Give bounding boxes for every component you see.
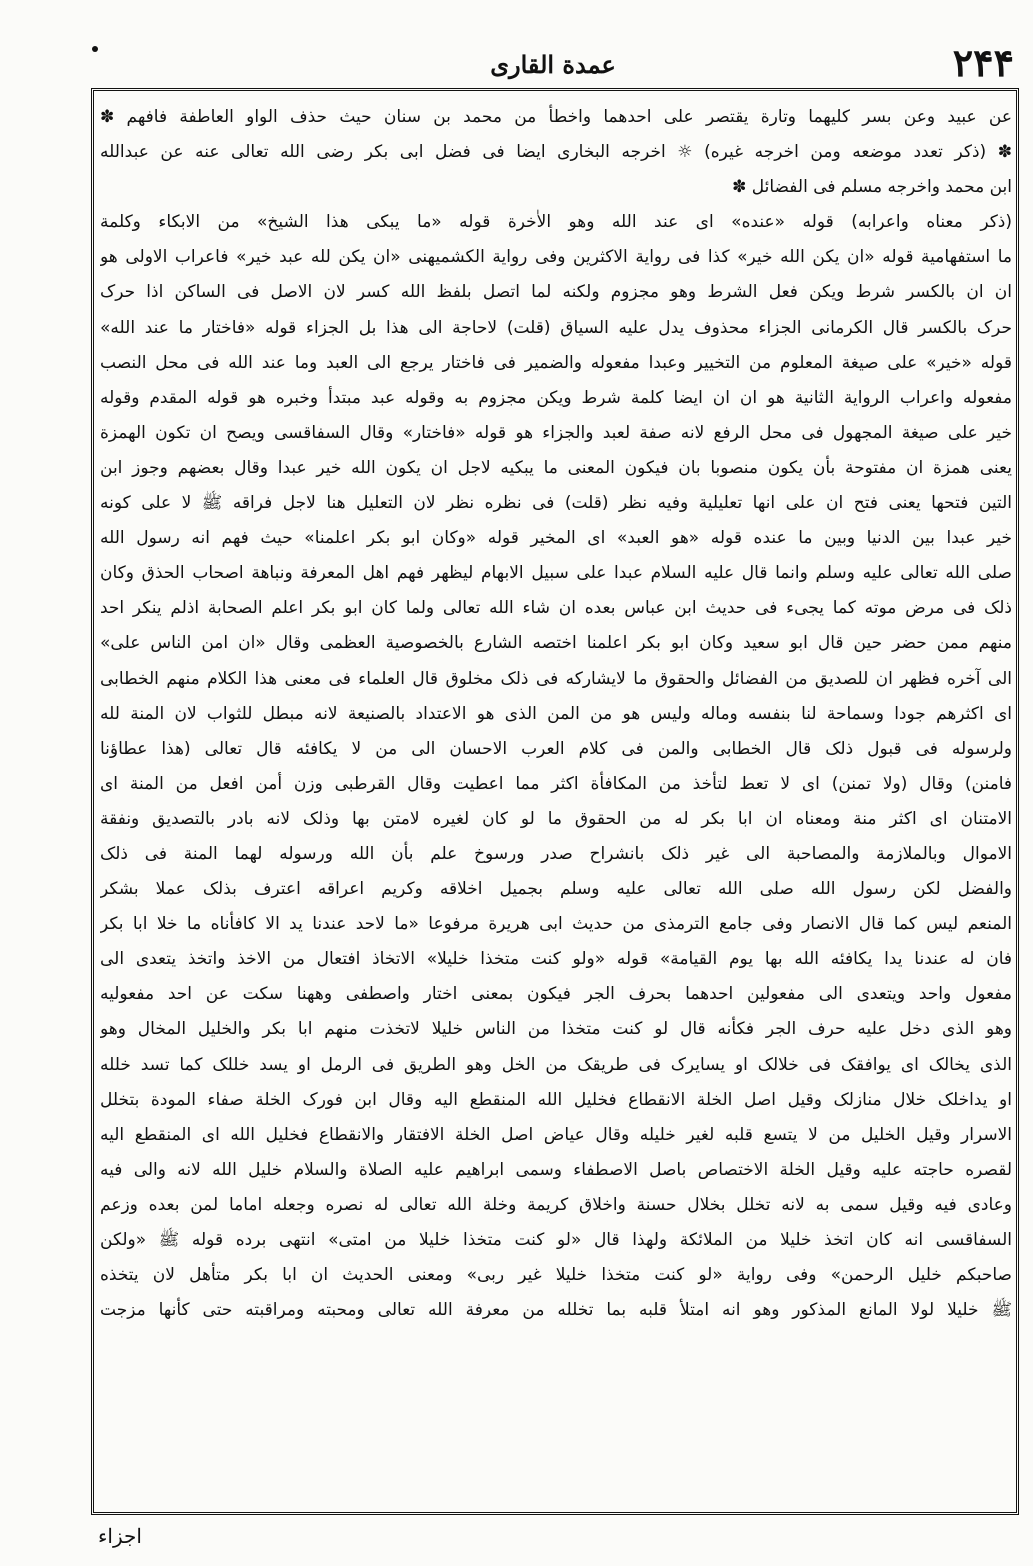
text-line: السفاقسی انه کان اتخذ خلیلا من الملائکة ولهذا قال «لو کنت متخذا خلیلا من امتی» انتهی برده قوله ﷺ «ولکن — [100, 1230, 1012, 1250]
ink-dot-mark — [92, 46, 98, 52]
page-number: ۲۴۴ — [952, 40, 1014, 85]
text-line: ابن محمد واخرجه مسلم فی الفضائل ✽ — [732, 177, 1012, 198]
text-line: ﷺ خلیلا لولا المانع المذکور وهو انه امتلأ قلبه بما تخلله من معرفة الله تعالی ومحبته ومراقبته حتی کأنها مزجت — [100, 1300, 1012, 1321]
page-body-text — [100, 100, 1012, 1505]
text-line: (ذکر معناه واعرابه) قوله «عنده» ای عند الله وهو الاٰخرة قوله «ما یبکی هذا الشیخ» من الابکاء وکلمة — [100, 212, 1012, 233]
text-line: صلی الله تعالی علیه وسلم وانما قال علیه السلام عبدا علی سبیل الابهام لیظهر فهم اهل المعرفة ونباهة اصحاب الحذق وکان — [100, 563, 1012, 584]
text-line: الی آخره فظهر ان للصدیق من الفضائل والحقوق ما لایشارکه فی ذلک مخلوق قال العلماء فی معنی هذا الکلام منهم الخطابی — [100, 668, 1012, 689]
text-line: حرک بالکسر قال الکرمانی الجزاء محذوف یدل علیه السیاق (قلت) لاحاجة الی هذا بل الجزاء قوله «فاختار ما عند الله» — [100, 317, 1012, 338]
text-line: فان له عندنا یدا یکافئه الله بها یوم القیامة» قوله «ولو کنت متخذا خلیلا» الاتخاذ افتعال من الاخذ واتخذ یتعدی الی — [100, 949, 1012, 970]
text-line: خیر عبدا بین الدنیا وبین ما عنده قوله «هو العبد» ای المخیر قوله «وکان ابو بکر اعلمنا» حیث فهم انه رسول الله — [100, 528, 1012, 549]
text-line: خیر علی صیغة المجهول فی محل الرفع لانه صفة لعبد والجزاء هو قوله «فاختار» وقال السفاقسی ویصح ان تکون الهمزة — [100, 422, 1012, 443]
text-line: فامنن) وقال (ولا تمنن) ای لا تعط لتأخذ من المکافأة اکثر مما اعطیت وقال القرطبی وزن أمن افعل من المنة ای — [100, 773, 1012, 794]
text-line: المنعم لیس کما قال الانصار وفی جامع الترمذی من حدیث ابی هریرة مرفوعا «ما لاحد عندنا ید الا کافأناه ما خلا ابا بکر — [100, 914, 1012, 935]
text-line: وعادی فیه وقیل سمی به لانه تخلل بخلال حسنة واخلاق کریمة وخلة الله تعالی له نصره وجعله اماما لمن بعده وزعم — [100, 1194, 1012, 1215]
text-line: التین فتحها یعنی فتح ان علی انها تعلیلیة وفیه نظر (قلت) فی نظره نظر لان التعلیل هنا لاجل فراقه ﷺ لا علی کونه — [100, 493, 1012, 514]
text-line: ان ان بالکسر شرط ویکن فعل الشرط وهو مجزوم ولکنه لما اتصل بلفظ الله کسر لان الاصل فی الساکن اذا حرک — [100, 282, 1012, 303]
catchword: اجزاء — [98, 1524, 142, 1548]
text-line: الاموال وبالملازمة والمصاحبة الی غیر ذلک بانشراح صدر ورسوخ علم بأن الله ورسوله لهما المنة فی ذلک — [100, 843, 1012, 864]
text-line: صاحبکم خلیل الرحمن» وفی روایة «لو کنت متخذا خلیلا غیر ربی» ومعنی الحدیث ان ابا بکر متأهل لان یتخذه — [100, 1265, 1012, 1286]
text-line: عن عبید وعن بسر کلیهما وتارة یقتصر علی احدهما واخطأ من محمد بن سنان حیث حذف الواو العاطفة فافهم ✽ — [100, 107, 1012, 127]
text-line: ای اکثرهم جودا وسماحة لنا بنفسه وماله ولیس هو من المن الذی هو الاعتداد بالصنیعة لانه مبطل للثواب لان المنة لله — [100, 703, 1012, 724]
text-line: منهم ممن حضر حین قال ابو سعید وکان ابو بکر اعلمنا اختصه الشارع بالخصوصیة العظمی وقال «ان امن الناس علی» — [100, 633, 1012, 654]
page-header — [88, 40, 1018, 90]
text-line: لقصره حاجته علیه وقیل الخلة الاختصاص باصل الاصطفاء وسمی ابراهیم علیه الصلاة والسلام خلیل الله لانه والی فیه — [100, 1159, 1012, 1180]
text-line: او یداخلک خلال منازلک وقیل اصل الخلة الانقطاع فخلیل الله المنقطع الیه وقال ابن فورک الخلة صفاء المودة بتخلل — [100, 1089, 1012, 1110]
text-line: یعنی همزة ان مفتوحة بأن یکون منصوبا بان فیکون المعنی ما یبکیه لاجل ان یکون الله خیر عبدا وقال بعضهم وجوز ابن — [100, 457, 1012, 478]
text-line: والفضل لکن رسول الله صلی الله تعالی علیه وسلم بجمیل اخلاقه وکریم اعراقه اعترف بذلک عملا بشکر — [100, 879, 1012, 900]
text-line: ✽ (ذکر تعدد موضعه ومن اخرجه غیره) ☼ اخرجه البخاری ایضا فی فضل ابی بکر رضی الله تعالی عنه عن عبدالله — [100, 142, 1012, 163]
text-line: قوله «خیر» علی صیغة المعلوم من التخییر وعبدا مفعوله والضمیر فی فاختار یرجع الی العبد وما عند الله فی محل النصب — [100, 352, 1012, 373]
text-line: الاسرار وقیل الخلیل من لا یتسع قلبه لغیر خلیله وقال عیاض اصل الخلة الافتقار والانقطاع فخلیل الله ای المنقطع الیه — [100, 1124, 1012, 1145]
text-line: مفعول واحد ویتعدی الی مفعولین احدهما بحرف الجر فیکون بمعنی اختار واصطفی وههنا سکت عن احد مفعولیه — [100, 984, 1012, 1005]
text-line: مفعوله واعراب الروایة الثانیة هو ان ان ایضا کلمة شرط ویکن مجزوم به وقوله عبد مبتدأ وخبره هو قوله المقدم وقوله — [100, 387, 1012, 408]
text-line: ما استفهامیة قوله «ان یکن الله خیر» کذا فی روایة الاکثرین وفی روایة الکشمیهنی «ان یکن لله عبد خیر» فاعراب الاولی هو — [100, 247, 1012, 268]
text-line: الذی یخالک ای یوافقک فی خلالک او یسایرک فی طریقک من الخل وهو الطریق فی الرمل او یسد خللک کما تسد خلله — [100, 1054, 1012, 1075]
text-line: الامتنان ای اکثر منة ومعناه ان ابا بکر له من الحقوق ما لو کان لغیره لامتن بها وذلک لانه بادر بالتصدیق ونفقة — [100, 808, 1012, 829]
text-line: ولرسوله فی قبول ذلک قال الخطابی والمن فی کلام العرب الاحسان الی من لا یکافئه قال تعالی (هذا عطاؤنا — [100, 738, 1012, 759]
text-line: ذلک فی مرض موته کما یجیء فی حدیث ابن عباس بعده ان شاء الله تعالی ولما کان ابو بکر اعلم الصحابة اذلم ینکر احد — [100, 598, 1012, 619]
running-title: عمدة القاری — [490, 50, 616, 79]
text-line: وهو الذی دخل علیه حرف الجر فکأنه قال لو کنت متخذا من الناس خلیلا لاتخذت منهم ابا بکر والخلیل المخال وهو — [100, 1019, 1012, 1040]
